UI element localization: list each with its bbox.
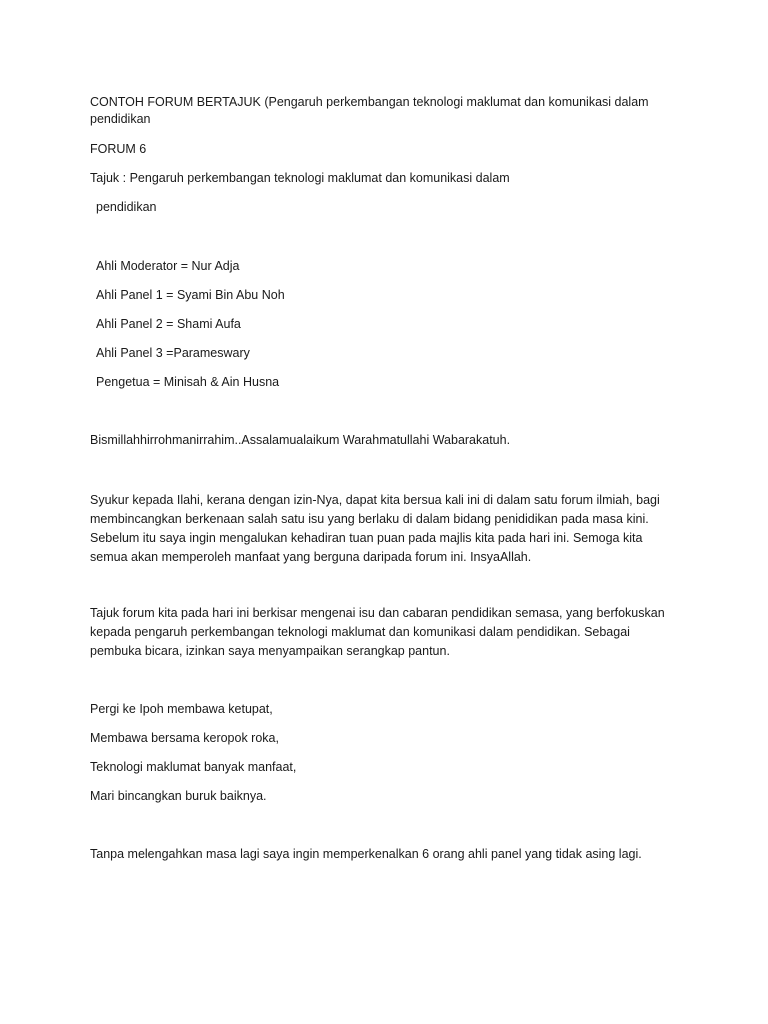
pantun-line-1: Pergi ke Ipoh membawa ketupat, — [90, 702, 273, 716]
paragraph1-line-2: membincangkan berkenaan salah satu isu yang berlaku di dalam bidang penididikan pada masa kini. — [90, 512, 649, 526]
tajuk-line-1: Tajuk : Pengaruh perkembangan teknologi maklumat dan komunikasi dalam — [90, 171, 510, 185]
member-panel-3: Ahli Panel 3 =Parameswary — [96, 346, 250, 360]
pantun-line-3: Teknologi maklumat banyak manfaat, — [90, 760, 297, 774]
paragraph1-line-1: Syukur kepada Ilahi, kerana dengan izin-Nya, dapat kita bersua kali ini di dalam satu forum ilmiah, bagi — [90, 493, 660, 507]
paragraph1-line-3: Sebelum itu saya ingin mengalukan kehadiran tuan puan pada majlis kita pada hari ini. Semoga kita — [90, 531, 643, 545]
paragraph2-line-2: kepada pengaruh perkembangan teknologi maklumat dan komunikasi dalam pendidikan. Sebagai — [90, 625, 630, 639]
forum-number: FORUM 6 — [90, 142, 147, 156]
paragraph2-line-1: Tajuk forum kita pada hari ini berkisar mengenai isu dan cabaran pendidikan semasa, yang berfokuskan — [90, 606, 665, 620]
member-panel-2: Ahli Panel 2 = Shami Aufa — [96, 317, 241, 331]
heading-line-2: pendidikan — [90, 112, 151, 126]
greeting: Bismillahhirrohmanirrahim..Assalamualaikum Warahmatullahi Wabarakatuh. — [90, 433, 511, 447]
member-pengetua: Pengetua = Minisah & Ain Husna — [96, 375, 280, 389]
pantun-line-2: Membawa bersama keropok roka, — [90, 731, 279, 745]
pantun-line-4: Mari bincangkan buruk baiknya. — [90, 789, 267, 803]
paragraph2-line-3: pembuka bicara, izinkan saya menyampaikan serangkap pantun. — [90, 644, 450, 658]
heading-line-1: CONTOH FORUM BERTAJUK (Pengaruh perkembangan teknologi maklumat dan komunikasi dalam — [90, 95, 649, 109]
member-moderator: Ahli Moderator = Nur Adja — [96, 259, 240, 273]
member-panel-1: Ahli Panel 1 = Syami Bin Abu Noh — [96, 288, 285, 302]
paragraph1-line-4: semua akan memperoleh manfaat yang berguna daripada forum ini. InsyaAllah. — [90, 550, 532, 564]
tajuk-line-2: pendidikan — [96, 200, 157, 214]
closing-sentence: Tanpa melengahkan masa lagi saya ingin memperkenalkan 6 orang ahli panel yang tidak asing lagi. — [90, 847, 642, 861]
